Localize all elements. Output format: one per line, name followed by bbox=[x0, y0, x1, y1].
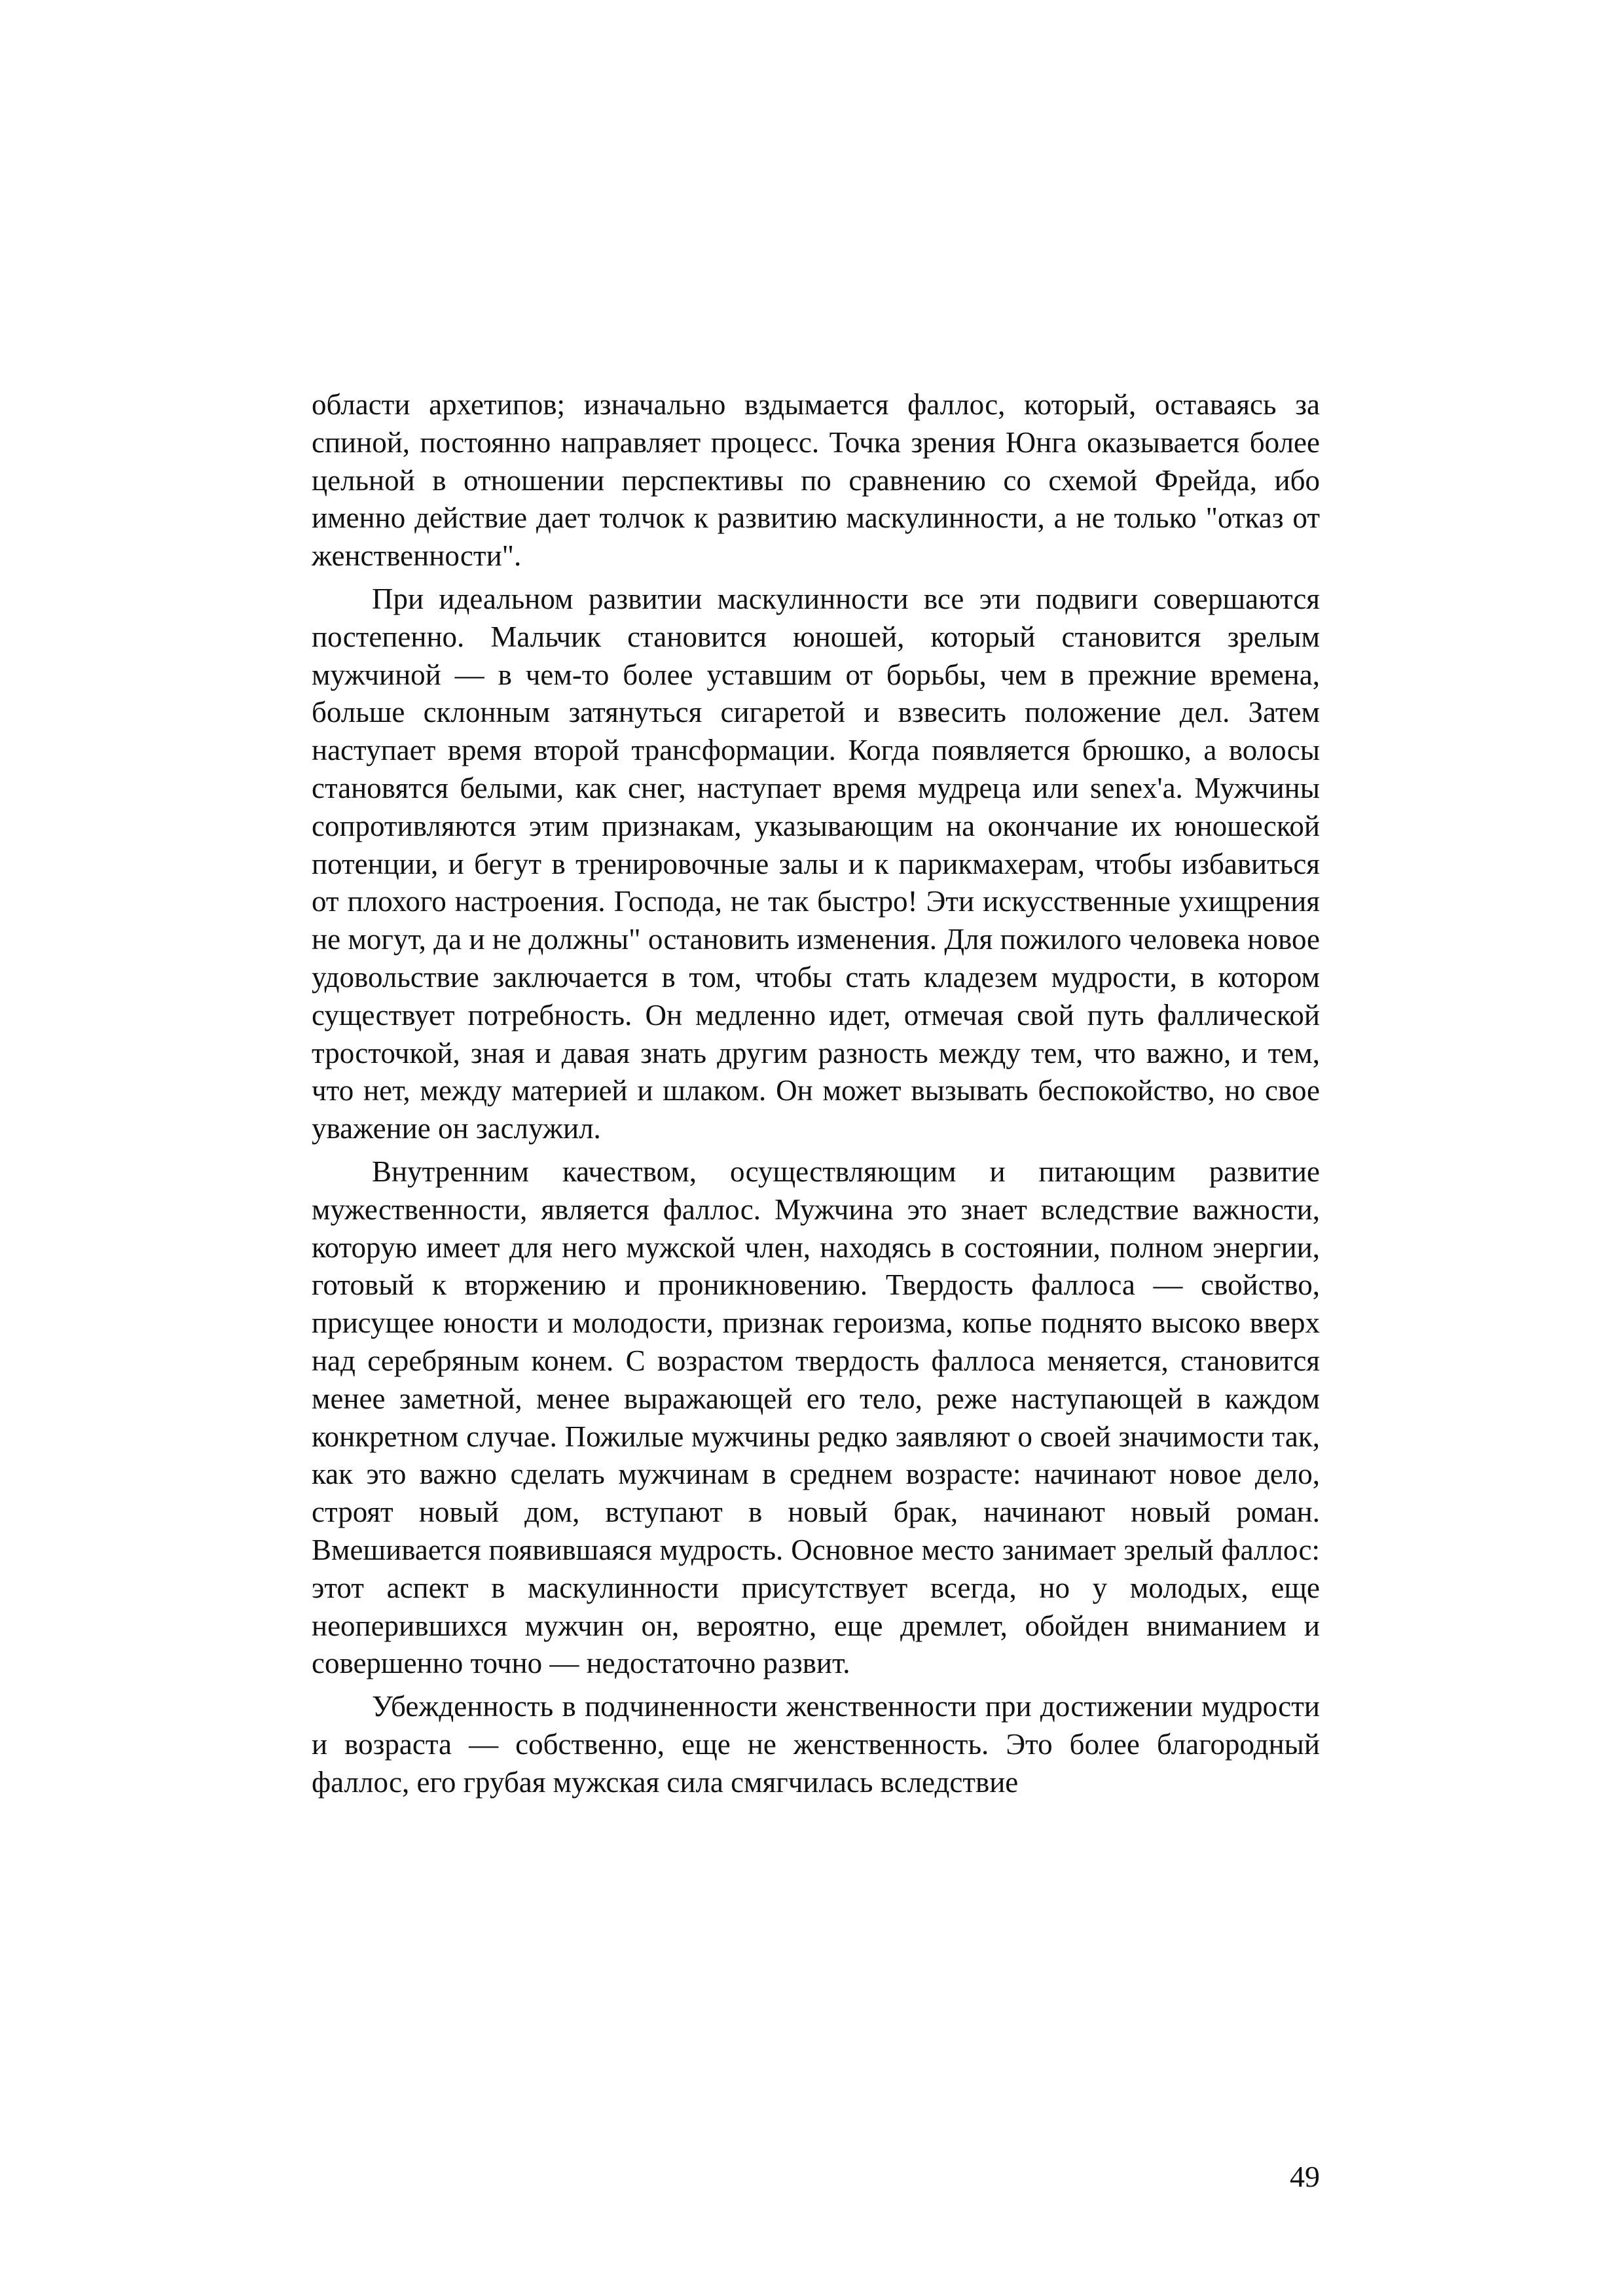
paragraph-4: Убежденность в подчиненности женственности при достижении мудрости и возраста — собственно, еще не женственность. Это более благородный фаллос, его грубая мужская сила смягчилась вследствие bbox=[312, 1690, 1320, 1799]
body-text bbox=[312, 386, 1320, 1806]
paragraph-2: При идеальном развитии маскулинности все эти подвиги совершаются постепенно. Мальчик становится юношей, который становится зрелым мужчиной — в чем-то более уставшим от борьбы, чем в прежние времена, больше склонным затянуться сигаретой и взвесить положение дел. Затем наступает время второй трансформации. Когда появляется брюшко, а волосы становятся белыми, как снег, наступает время мудреца или senex'a. Мужчины сопротивляются этим признакам, указывающим на окончание их юношеской потенции, и бегут в тренировочные залы и к парикмахерам, чтобы избавиться от плохого настроения. Господа, не так быстро! Эти искусственные ухищрения не могут, да и не должны" остановить изменения. Для пожилого человека новое удовольствие заключается в том, чтобы стать кладезем мудрости, в котором существует потребность. Он медленно идет, отмечая свой путь фаллической тросточкой, зная и давая знать другим разность между тем, что важно, и тем, что нет, между материей и шлаком. Он может вызывать беспокойство, но свое уважение он заслужил. bbox=[312, 582, 1320, 1145]
paragraph-3: Внутренним качеством, осуществляющим и питающим развитие мужественности, является фаллос. Мужчина это знает вследствие важности, которую имеет для него мужской член, находясь в состоянии, полном энергии, готовый к вторжению и проникновению. Твердость фаллоса — свойство, присущее юности и молодости, признак героизма, копье поднято высоко вверх над серебряным конем. С возрастом твердость фаллоса меняется, становится менее заметной, менее выражающей его тело, реже наступающей в каждом конкретном случае. Пожилые мужчины редко заявляют о своей значимости так, как это важно сделать мужчинам в среднем возрасте: начинают новое дело, строят новый дом, вступают в новый брак, начинают новый роман. Вмешивается появившаяся мудрость. Основное место занимает зрелый фаллос: этот аспект в маскулинности присутствует всегда, но у молодых, еще неоперившихся мужчин он, вероятно, еще дремлет, обойден вниманием и совершенно точно — недостаточно развит. bbox=[312, 1155, 1320, 1680]
paragraph-1: области архетипов; изначально вздымается фаллос, который, оставаясь за спиной, постоянно направляет процесс. Точка зрения Юнга оказывается более цельной в отношении перспективы по сравнению со схемой Фрейда, ибо именно действие дает толчок к развитию маскулинности, а не только "отказ от женственности". bbox=[312, 388, 1320, 573]
page-number: 49 bbox=[1290, 2160, 1320, 2193]
